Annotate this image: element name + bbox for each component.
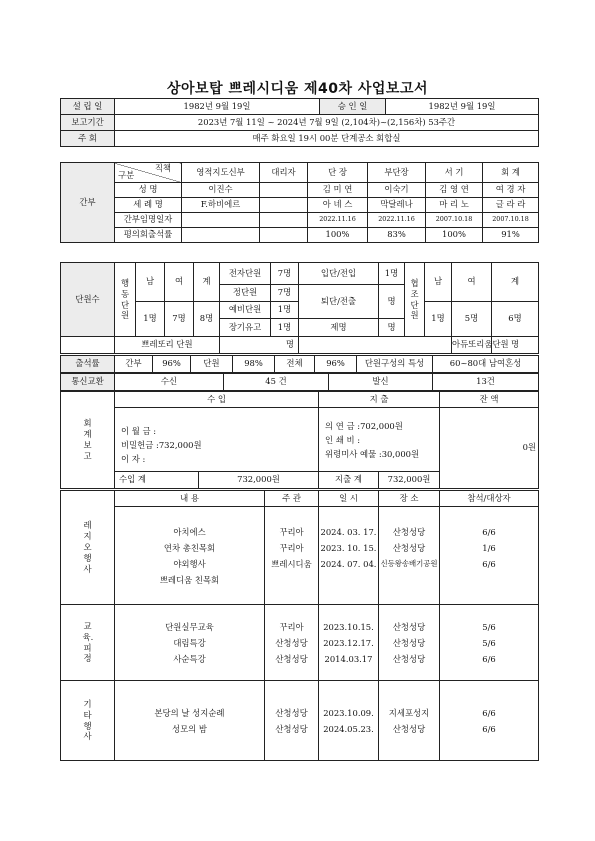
income-total-value: 732,000원	[199, 472, 319, 489]
total-label: 계	[194, 263, 220, 302]
other-hosts	[265, 681, 319, 761]
list-item: 산청성당	[275, 653, 308, 664]
expense-line: 인 쇄 비 :	[325, 434, 361, 445]
attendance-officers-label: 간부	[115, 356, 153, 373]
income-line: 이 자 :	[121, 453, 146, 464]
attendance-total-value: 96%	[315, 356, 357, 373]
row-label-appointed-date: 간부임명일자	[115, 213, 182, 228]
kind-label: 예비단원	[220, 302, 271, 319]
table-cell: 91%	[483, 228, 539, 243]
position-spiritual-director: 영적지도신부	[182, 163, 260, 183]
other-contents	[115, 681, 265, 761]
table-cell: 2022.11.16	[308, 213, 368, 228]
list-item: 산청성당	[392, 723, 426, 734]
officers-table	[60, 162, 539, 243]
kind-value: 7명	[271, 263, 299, 285]
attendance-members-label: 단원	[191, 356, 233, 373]
table-cell: 100%	[308, 228, 368, 243]
table-cell: 김 영 연	[426, 183, 483, 198]
table-cell: 83%	[368, 228, 426, 243]
adjutori-value: 명	[492, 337, 539, 354]
row-label-council-attendance: 평의회출석률	[115, 228, 182, 243]
balance-value: 0원	[440, 408, 539, 489]
other-events-text: 기타행사	[83, 698, 92, 742]
period-label: 보고기간	[61, 115, 115, 131]
header-category: 구분	[118, 170, 135, 181]
header-host: 주 관	[265, 491, 319, 507]
list-item: 산청성당	[392, 637, 426, 648]
list-item: 단원실무교육	[165, 621, 214, 632]
kind-label: 정단원	[220, 285, 271, 302]
income-header: 수 입	[115, 392, 319, 408]
active-members-label	[115, 263, 136, 337]
other-dates	[319, 681, 379, 761]
list-item: 산청성당	[392, 621, 426, 632]
sent-value: 13건	[433, 374, 539, 391]
list-item: 2023.10.15.	[323, 621, 374, 632]
pretori-label: 쁘레또리 단원	[115, 337, 220, 354]
education-attendance	[440, 605, 539, 681]
received-value: 45 건	[224, 374, 329, 391]
active-members-text: 행동단원	[120, 277, 130, 321]
list-item: 신등왕송배기공원	[380, 558, 438, 568]
position-secretary: 서 기	[426, 163, 483, 183]
list-item: 산청성당	[275, 723, 308, 734]
list-item: 꾸리아	[279, 542, 304, 553]
move-label: 입단/전입	[299, 263, 379, 285]
members-table	[60, 262, 539, 354]
table-cell: 아 네 스	[308, 198, 368, 213]
table-cell	[260, 228, 308, 243]
legio-contents	[115, 507, 265, 605]
approved-value: 1982년 9월 19일	[386, 99, 539, 115]
other-places	[379, 681, 440, 761]
feature-label: 단원구성의 특성	[357, 356, 433, 373]
attendance-total-label: 전체	[275, 356, 315, 373]
aux-total-label: 계	[492, 263, 539, 302]
kind-label: 전자단원	[220, 263, 271, 285]
move-value: 명	[379, 285, 405, 319]
header-date: 일 시	[319, 491, 379, 507]
row-label-name: 성 명	[115, 183, 182, 198]
info-table	[60, 98, 539, 147]
income-line: 이 월 금 :	[121, 425, 157, 436]
kind-label: 장기유고	[220, 319, 271, 337]
female-label: 여	[165, 263, 194, 302]
other-events-label	[61, 681, 115, 761]
education-label	[61, 605, 115, 681]
move-label: 퇴단/전출	[299, 285, 379, 319]
aux-members-label	[405, 263, 425, 337]
table-cell: 글 라 라	[483, 198, 539, 213]
list-item: 사순특강	[173, 653, 206, 664]
education-places	[379, 605, 440, 681]
expense-line: 위령미사 예물 :30,000원	[325, 448, 420, 459]
members-section-label: 단원수	[61, 263, 115, 337]
correspondence-label: 통신교환	[61, 374, 115, 391]
accounts-section-text: 회계보고	[83, 418, 92, 461]
aux-male-count: 1명	[425, 302, 452, 337]
table-cell: 2007.10.18	[483, 213, 539, 228]
list-item: 꾸리아	[279, 621, 304, 632]
row-label-baptismal-name: 세 례 명	[115, 198, 182, 213]
legio-attendance	[440, 507, 539, 605]
list-item: 산청성당	[392, 653, 426, 664]
legio-hosts	[265, 507, 319, 605]
header-position: 직책	[154, 163, 171, 173]
adjutori-label: 아듀또리움단원	[452, 337, 492, 354]
list-item	[319, 572, 378, 588]
list-item	[379, 572, 439, 588]
list-item: 2024.05.23.	[323, 723, 374, 734]
accounts-section-label	[61, 392, 115, 489]
table-cell	[260, 213, 308, 228]
education-hosts	[265, 605, 319, 681]
correspondence-table	[60, 373, 539, 391]
activities-table	[60, 490, 539, 761]
aux-female-label: 여	[452, 263, 492, 302]
list-item: 꾸리아	[279, 526, 304, 537]
feature-value: 60~80대 남여혼성	[433, 356, 539, 373]
pretori-value: 명	[220, 337, 299, 354]
expense-total-label: 지출 계	[319, 472, 379, 489]
table-cell	[182, 228, 260, 243]
legio-events-label	[61, 491, 115, 605]
list-item	[440, 572, 538, 588]
list-item: 2014.03.17	[324, 653, 373, 664]
list-item: 대림특강	[173, 637, 206, 648]
expense-total-value: 732,000원	[379, 472, 440, 489]
page-title: 상아보탑 쁘레시디움 제40차 사업보고서	[167, 81, 428, 97]
legio-events-text: 레지오행사	[83, 520, 92, 574]
aux-members-text: 협조단원	[410, 277, 419, 321]
male-count: 1명	[136, 302, 165, 337]
list-item: 2024. 03. 17.	[320, 526, 377, 537]
attendance-members-value: 98%	[233, 356, 275, 373]
list-item: 6/6	[482, 707, 496, 718]
female-count: 7명	[165, 302, 194, 337]
list-item: 연차 총친목회	[163, 542, 216, 553]
list-item: 쁘레시디움	[271, 558, 312, 569]
kind-value: 1명	[271, 319, 299, 337]
income-line: 비밀헌금 :732,000원	[121, 439, 202, 450]
income-total-label: 수입 계	[115, 472, 199, 489]
other-attendance	[440, 681, 539, 761]
position-deputy: 대리자	[260, 163, 308, 183]
attendance-officers-value: 96%	[153, 356, 191, 373]
move-label: 제명	[299, 319, 379, 337]
list-item: 2024. 07. 04.	[320, 558, 377, 569]
table-cell	[260, 183, 308, 198]
expense-details	[319, 408, 440, 472]
list-item	[265, 572, 318, 588]
meeting-label: 주 회	[61, 131, 115, 147]
list-item: 2023. 10. 15.	[320, 542, 377, 553]
officers-section-label: 간부	[61, 163, 115, 243]
list-item: 산청성당	[275, 637, 308, 648]
founded-label: 설 립 일	[61, 99, 115, 115]
table-cell: 김 미 연	[308, 183, 368, 198]
officers-header-cell	[115, 163, 182, 183]
aux-total-count: 6명	[492, 302, 539, 337]
table-cell: 이진수	[182, 183, 260, 198]
list-item: 아치에스	[173, 526, 206, 537]
header-content: 내 용	[115, 491, 265, 507]
aux-male-label: 남	[425, 263, 452, 302]
list-item: 본당의 날 성지순례	[154, 707, 225, 718]
table-cell	[260, 198, 308, 213]
expense-header: 지 출	[319, 392, 440, 408]
attendance-table	[60, 355, 539, 373]
male-label: 남	[136, 263, 165, 302]
position-vice-leader: 부단장	[368, 163, 426, 183]
founded-value: 1982년 9월 19일	[115, 99, 320, 115]
list-item: 산청성당	[392, 526, 426, 537]
period-value: 2023년 7월 11일 ~ 2024년 7월 9일 (2,104차)~(2,156차) 53주간	[115, 115, 539, 131]
table-cell: 2022.11.16	[368, 213, 426, 228]
legio-dates	[319, 507, 379, 605]
list-item: 6/6	[482, 723, 496, 734]
total-count: 8명	[194, 302, 220, 337]
legio-places	[379, 507, 440, 605]
table-cell: 2007.10.18	[426, 213, 483, 228]
position-treasurer: 회 계	[483, 163, 539, 183]
education-contents	[115, 605, 265, 681]
table-cell: 마 리 노	[426, 198, 483, 213]
list-item: 6/6	[482, 526, 496, 537]
list-item: 지세포성지	[388, 707, 430, 718]
balance-header: 잔 액	[440, 392, 539, 408]
list-item: 쁘레디움 친목회	[159, 574, 220, 585]
move-value: 명	[379, 319, 405, 337]
approved-label: 승 인 일	[320, 99, 386, 115]
list-item: 6/6	[482, 653, 496, 664]
list-item: 2023.10.09.	[323, 707, 374, 718]
list-item: 5/6	[482, 621, 496, 632]
table-cell: 이숙기	[368, 183, 426, 198]
income-details	[115, 408, 319, 472]
table-cell: 막달레나	[368, 198, 426, 213]
list-item: 2023.12.17.	[323, 637, 374, 648]
list-item: 야외행사	[173, 558, 206, 569]
table-cell: 100%	[426, 228, 483, 243]
list-item: 산청성당	[275, 707, 308, 718]
kind-value: 1명	[271, 302, 299, 319]
move-value: 1명	[379, 263, 405, 285]
education-text: 교육.피정	[82, 620, 94, 664]
accounts-table	[60, 391, 539, 489]
header-place: 장 소	[379, 491, 440, 507]
blank-cell	[299, 337, 452, 354]
table-cell	[182, 213, 260, 228]
list-item: 성모의 밤	[171, 723, 208, 734]
blank-cell	[61, 337, 115, 354]
aux-female-count: 5명	[452, 302, 492, 337]
meeting-value: 매주 화요일 19시 00분 단계공소 회합실	[115, 131, 539, 147]
table-cell: 여 경 자	[483, 183, 539, 198]
expense-line: 의 연 금 :702,000원	[325, 420, 403, 431]
list-item: 5/6	[482, 637, 496, 648]
position-leader: 단 장	[308, 163, 368, 183]
list-item: 1/6	[482, 542, 496, 553]
kind-value: 7명	[271, 285, 299, 302]
list-item: 산청성당	[392, 542, 426, 553]
list-item: 6/6	[482, 558, 496, 569]
table-cell: F.하비에르	[182, 198, 260, 213]
received-label: 수신	[115, 374, 224, 391]
attendance-label: 출석률	[61, 356, 115, 373]
header-attend: 참석/대상자	[440, 491, 539, 507]
sent-label: 발신	[329, 374, 433, 391]
education-dates	[319, 605, 379, 681]
